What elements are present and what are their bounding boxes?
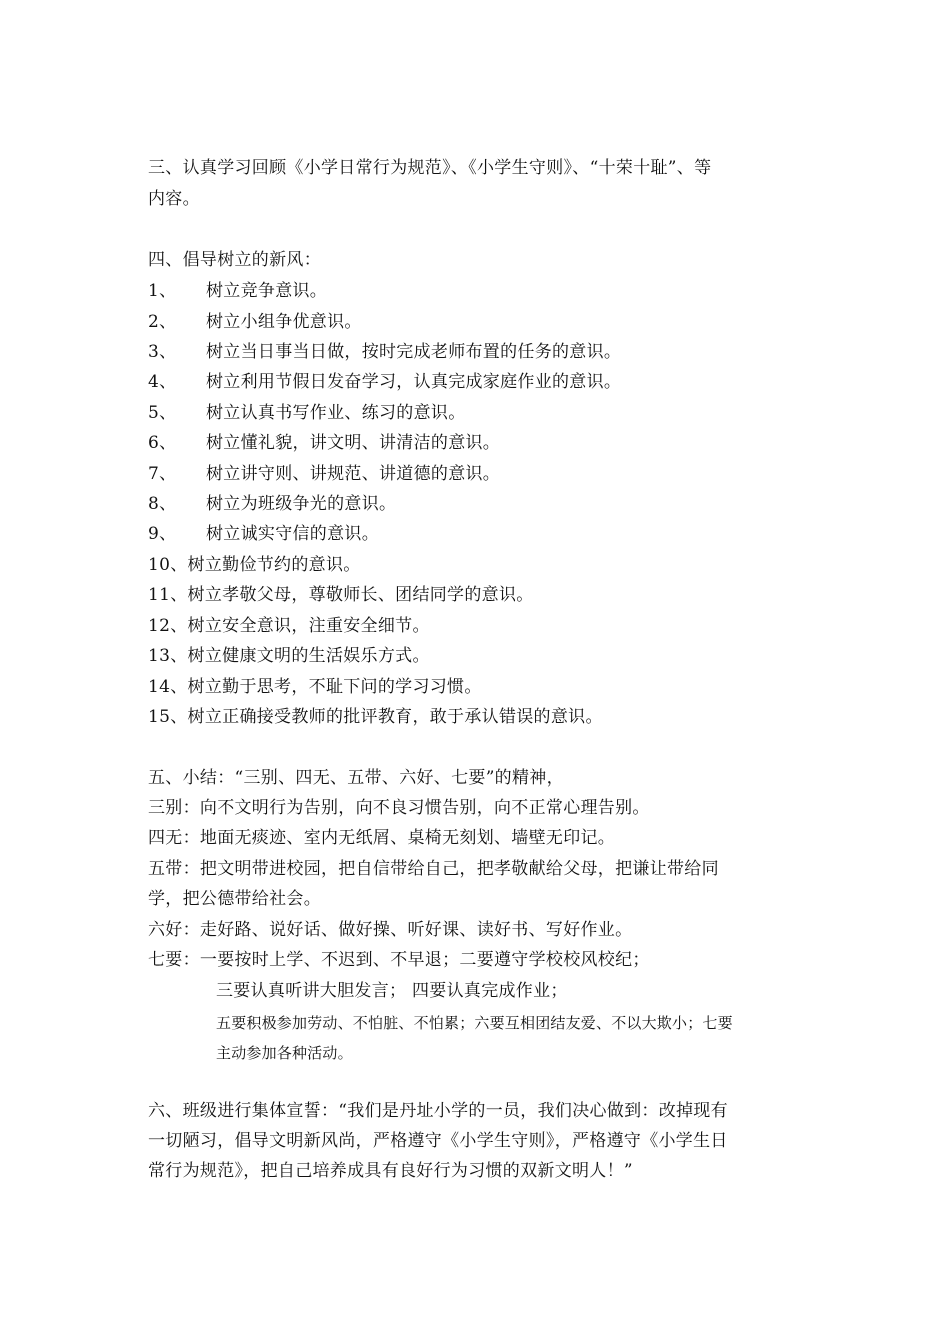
sanbie-line: 三别：向不文明行为告别，向不良习惯告别，向不正常心理告别。 (148, 798, 650, 818)
list-item-text: 树立为班级争光的意识。 (206, 494, 397, 514)
list-item (148, 645, 430, 667)
list-item-text: 树立懂礼貌，讲文明、讲清洁的意识。 (206, 433, 501, 453)
qiyao-line-1: 七要：一要按时上学、不迟到、不早退；二要遵守学校校风校纪； (148, 950, 650, 970)
list-item-text: 树立利用节假日发奋学习，认真完成家庭作业的意识。 (206, 372, 622, 392)
list-item-text: 树立安全意识，注重安全细节。 (187, 616, 430, 636)
list-item (148, 584, 534, 606)
list-item (148, 676, 482, 698)
list-item (148, 615, 430, 637)
list-item-text: 树立健康文明的生活娱乐方式。 (187, 646, 430, 666)
section-6-line-3: 常行为规范》，把自己培养成具有良好行为习惯的双新文明人！” (148, 1161, 633, 1181)
list-item-number: 14、 (148, 677, 188, 697)
list-item (148, 341, 621, 363)
list-item (148, 523, 379, 545)
list-item-number: 1、 (148, 281, 177, 301)
list-item (148, 280, 327, 302)
section-5-title: 五、小结：“三别、四无、五带、六好、七要”的精神， (148, 768, 564, 788)
list-item (148, 402, 466, 424)
list-item-text: 树立小组争优意识。 (206, 312, 362, 332)
section-3-line-1: 三、认真学习回顾《小学日常行为规范》、《小学生守则》、“十荣十耻”、等 (148, 158, 712, 178)
list-item-number: 7、 (148, 464, 177, 484)
qiyao-line-2: 三要认真听讲大胆发言； 四要认真完成作业； (216, 981, 568, 1001)
list-item (148, 706, 603, 728)
wudai-line-2: 学，把公德带给社会。 (148, 889, 321, 909)
list-item-number: 4、 (148, 372, 177, 392)
wudai-line-1: 五带：把文明带进校园，把自信带给自己，把孝敬献给父母，把谦让带给同 (148, 859, 719, 879)
list-item-text: 树立认真书写作业、练习的意识。 (206, 403, 466, 423)
list-item-text: 树立勤于思考，不耻下问的学习习惯。 (187, 677, 482, 697)
list-item-text: 树立诚实守信的意识。 (206, 524, 379, 544)
list-item-number: 13、 (148, 646, 188, 666)
list-item-number: 9、 (148, 524, 177, 544)
list-item (148, 371, 621, 393)
list-item-text: 树立竞争意识。 (206, 281, 328, 301)
list-item-text: 树立正确接受教师的批评教育，敢于承认错误的意识。 (187, 707, 603, 727)
section-3-line-2: 内容。 (148, 189, 200, 209)
list-item-number: 6、 (148, 433, 177, 453)
list-item-number: 10、 (148, 555, 188, 575)
qiyao-line-3: 五要积极参加劳动、不怕脏、不怕累；六要互相团结友爱、不以大欺小；七要 (216, 1014, 733, 1032)
section-4-title: 四、倡导树立的新风： (148, 250, 321, 270)
list-item-text: 树立勤俭节约的意识。 (187, 555, 361, 575)
qiyao-line-4: 主动参加各种活动。 (216, 1044, 353, 1062)
list-item-number: 5、 (148, 403, 177, 423)
list-item-number: 15、 (148, 707, 188, 727)
list-item (148, 311, 362, 333)
list-item (148, 493, 396, 515)
siwu-line: 四无：地面无痰迹、室内无纸屑、桌椅无刻划、墙壁无印记。 (148, 828, 616, 848)
list-item (148, 463, 500, 485)
section-6-line-1: 六、班级进行集体宣誓：“我们是丹址小学的一员，我们决心做到：改掉现有 (148, 1101, 728, 1121)
list-item-text: 树立当日事当日做，按时完成老师布置的任务的意识。 (206, 342, 622, 362)
list-item-number: 11、 (148, 585, 188, 605)
list-item-number: 8、 (148, 494, 177, 514)
list-item-text: 树立讲守则、讲规范、讲道德的意识。 (206, 464, 501, 484)
list-item (148, 554, 361, 576)
list-item-number: 12、 (148, 616, 188, 636)
list-item-text: 树立孝敬父母，尊敬师长、团结同学的意识。 (187, 585, 534, 605)
section-6-line-2: 一切陋习，倡导文明新风尚，严格遵守《小学生守则》，严格遵守《小学生日 (148, 1131, 728, 1151)
liuhao-line: 六好：走好路、说好话、做好操、听好课、读好书、写好作业。 (148, 920, 633, 940)
list-item-number: 2、 (148, 312, 177, 332)
list-item-number: 3、 (148, 342, 177, 362)
list-item (148, 432, 500, 454)
